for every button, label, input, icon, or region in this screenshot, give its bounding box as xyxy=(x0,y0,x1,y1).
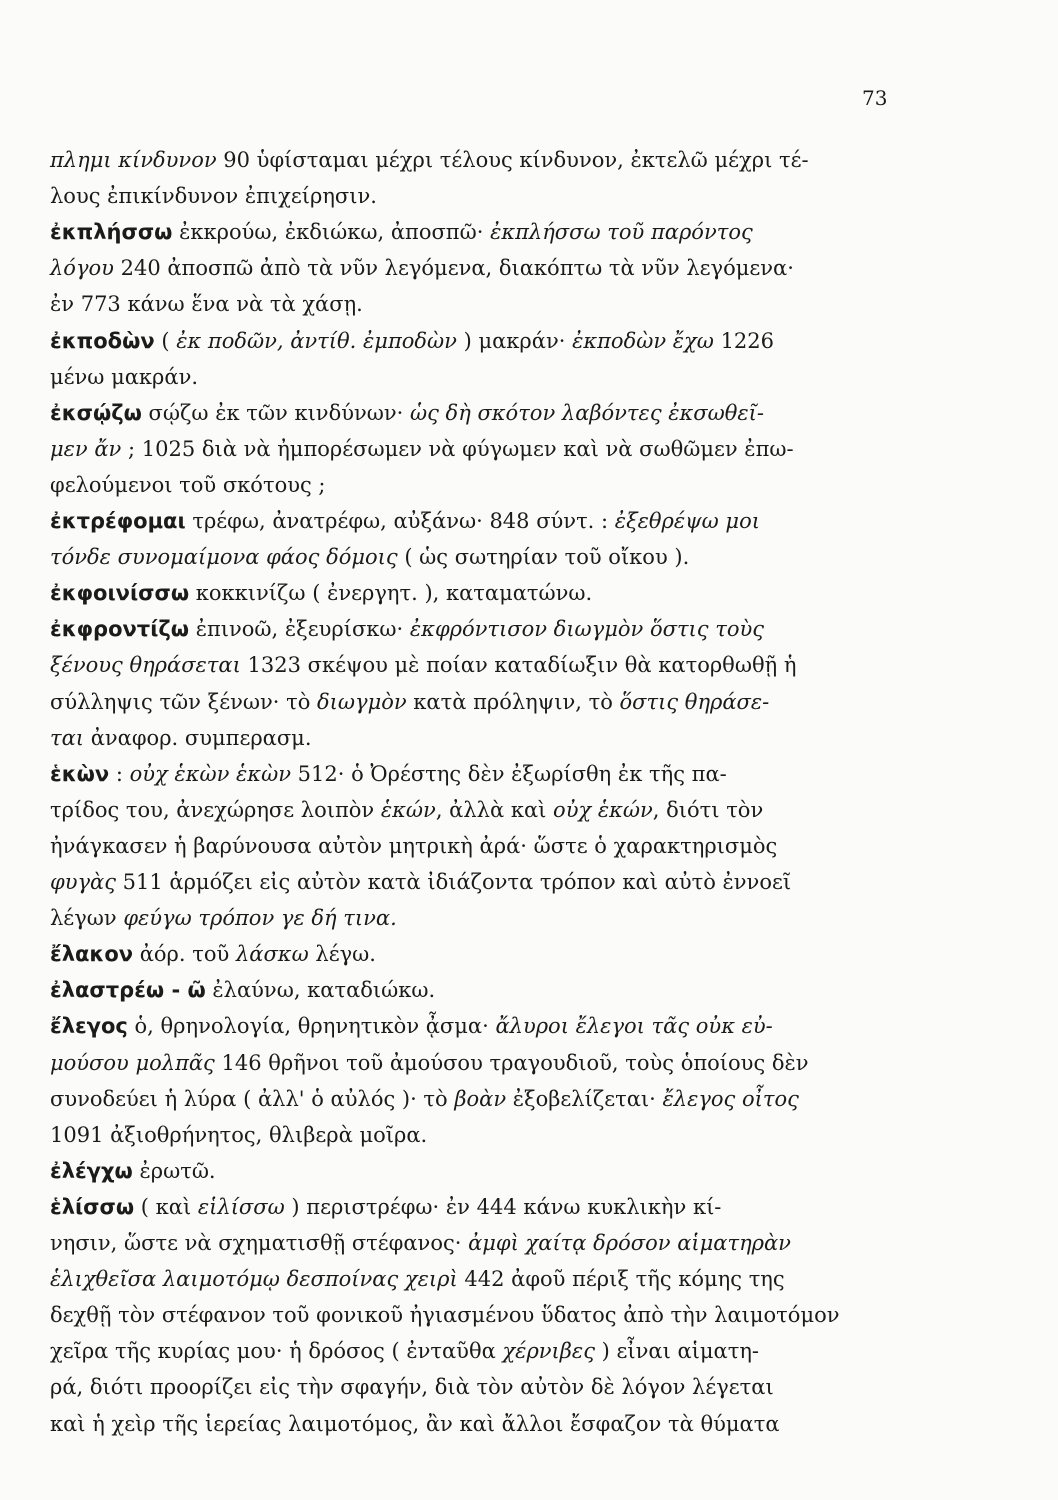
text-line xyxy=(50,327,774,355)
line-text: σῴζω ἐκ τῶν κινδύνων· xyxy=(141,400,410,425)
line-text: 240 ἀποσπῶ ἀπὸ τὰ νῦν λεγόμενα, διακόπτω τὰ νῦν λεγόμενα· xyxy=(113,256,794,281)
text-line xyxy=(50,507,760,535)
text-line xyxy=(50,724,312,752)
text-line xyxy=(50,1193,721,1221)
line-text: , διότι τὸν xyxy=(652,797,764,822)
quoted-text: οὐχ ἑκών xyxy=(553,797,653,822)
quoted-text: βοὰν xyxy=(454,1086,507,1111)
line-text: 1323 σκέψου μὲ ποίαν καταδίωξιν θὰ κατορθωθῇ ἡ xyxy=(240,653,797,678)
entry-headword: ἐλαστρέω - ῶ xyxy=(50,978,206,1003)
quoted-text: ξένους θηράσεται xyxy=(50,653,241,678)
entry-headword: ἐλέγχω xyxy=(50,1158,133,1183)
quoted-text: ται xyxy=(50,725,85,750)
text-line xyxy=(50,290,363,318)
entry-headword: ἐκφροντίζω xyxy=(50,617,190,642)
text-line xyxy=(50,688,769,716)
line-text: 146 θρῆνοι τοῦ ἀμούσου τραγουδιοῦ, τοὺς ὁποίους δὲν xyxy=(214,1050,809,1075)
line-text: 1226 xyxy=(713,328,775,353)
line-text: ; 1025 διὰ νὰ ἠμπορέσωμεν νὰ φύγωμεν καὶ νὰ σωθῶμεν ἐπω- xyxy=(121,436,794,461)
page-number: 73 xyxy=(862,86,888,110)
line-text: χεῖρα τῆς κυρίας μου· ἡ δρόσος ( ἐνταῦθα xyxy=(50,1339,503,1364)
quoted-text: ἀμφὶ χαίτᾳ δρόσον αἱματηρὰν xyxy=(468,1231,791,1255)
line-text: τρέφω, ἀνατρέφω, αὐξάνω· 848 σύντ. : xyxy=(185,509,615,533)
line-text: ὁ, θρηνολογία, θρηνητικὸν ᾆσμα· xyxy=(127,1014,496,1039)
line-text: κοκκινίζω ( ἐνεργητ. ), καταματώνω. xyxy=(189,581,593,606)
text-line xyxy=(50,1337,759,1365)
line-text: 1091 ἀξιοθρήνητος, θλιβερὰ μοῖρα. xyxy=(50,1122,428,1147)
entry-headword: ἑλίσσω xyxy=(50,1194,135,1219)
entry-headword: ἔλακον xyxy=(50,942,134,967)
text-line xyxy=(50,1265,785,1293)
line-text: ) μακράν· xyxy=(456,328,573,353)
text-line xyxy=(50,182,377,210)
line-text: , ἀλλὰ καὶ xyxy=(435,797,554,822)
text-line xyxy=(50,363,198,391)
entry-headword: ἑκὼν xyxy=(50,761,110,786)
line-text: ) εἶναι αἱματη- xyxy=(594,1339,760,1364)
text-line xyxy=(50,399,764,427)
quoted-text: ἑλιχθεῖσα λαιμοτόμῳ δεσποίνας χειρὶ xyxy=(50,1267,458,1292)
line-text: ἐρωτῶ. xyxy=(132,1158,216,1183)
quoted-text: οὐχ ἑκὼν ἑκὼν xyxy=(129,761,291,786)
text-line xyxy=(50,579,592,607)
entry-headword: ἔλεγος xyxy=(50,1014,128,1039)
text-line xyxy=(50,543,689,571)
text-line xyxy=(50,1085,799,1113)
line-text: ἠνάγκασεν ἡ βαρύνουσα αὐτὸν μητρικὴ ἀρά· ὥστε ὁ χαρακτηρισμὸς xyxy=(50,833,778,858)
text-line xyxy=(50,1049,809,1077)
quoted-text: τόνδε συνομαίμονα φάος δόμοις xyxy=(50,545,398,570)
quoted-text: μούσου μολπᾶς xyxy=(50,1050,215,1075)
quoted-text: ἐκφρόντισον διωγμὸν ὅστις τοὺς xyxy=(409,617,765,642)
text-line xyxy=(50,1157,216,1185)
line-text: ἐν 773 κάνω ἕνα νὰ τὰ χάσῃ. xyxy=(50,292,363,317)
text-line xyxy=(50,471,326,499)
quoted-text: ἐκπλήσσω τοῦ παρόντος xyxy=(490,220,753,245)
line-text: ἐπινοῶ, ἐξευρίσκω· xyxy=(189,617,410,642)
quoted-text: ἐκποδὼν ἔχω xyxy=(572,328,714,353)
text-line xyxy=(50,976,435,1004)
line-text: ἐκκρούω, ἐκδιώκω, ἀποσπῶ· xyxy=(172,220,491,245)
text-line xyxy=(50,218,753,246)
quoted-text: χέρνιβες xyxy=(502,1339,595,1364)
line-text: συνοδεύει ἡ λύρα ( ἀλλ' ὁ αὐλός )· τὸ xyxy=(50,1086,455,1111)
text-line xyxy=(50,1012,773,1040)
line-text: τρίδος του, ἀνεχώρησε λοιπὸν xyxy=(50,797,381,822)
text-line xyxy=(50,1121,427,1149)
quoted-text: ἔλεγος οἶτος xyxy=(662,1086,799,1111)
text-line xyxy=(50,651,796,679)
quoted-text: ἐξεθρέψω μοι xyxy=(614,509,760,533)
line-text: ἐλαύνω, καταδιώκω. xyxy=(205,978,436,1003)
line-text: 511 ἁρμόζει εἰς αὐτὸν κατὰ ἰδιάζοντα τρόπον καὶ αὐτὸ ἐννοεῖ xyxy=(115,870,792,894)
text-line xyxy=(50,1301,840,1329)
entry-headword: ἐκφοινίσσω xyxy=(50,581,190,606)
line-text: 512· ὁ Ὀρέστης δὲν ἐξωρίσθη ἐκ τῆς πα- xyxy=(290,761,727,786)
text-line xyxy=(50,760,727,788)
text-line xyxy=(50,435,794,463)
entry-headword: ἐκποδὼν xyxy=(50,328,155,353)
line-text: κατὰ πρόληψιν, τὸ xyxy=(406,689,620,714)
line-text: δεχθῇ τὸν στέφανον τοῦ φονικοῦ ἠγιασμένου ὕδατος ἀπὸ τὴν λαιμοτόμον xyxy=(50,1303,840,1328)
text-line xyxy=(50,146,809,174)
text-line xyxy=(50,1373,774,1401)
line-text: ἐξοβελίζεται· xyxy=(506,1086,663,1111)
entry-headword: ἐκτρέφομαι xyxy=(50,509,186,533)
text-line xyxy=(50,1410,780,1438)
line-text: ἀναφορ. συμπερασμ. xyxy=(84,725,312,750)
entry-headword: ἐκσῴζω xyxy=(50,400,142,425)
line-text: νησιν, ὥστε νὰ σχηματισθῇ στέφανος· xyxy=(50,1231,469,1255)
line-text: ( xyxy=(154,328,177,353)
line-text: ἀόρ. τοῦ xyxy=(133,942,236,967)
quoted-text: εἱλίσσω xyxy=(197,1194,285,1219)
line-text: ( ὡς σωτηρίαν τοῦ οἴκου ). xyxy=(397,545,690,570)
quoted-text: μεν ἄν xyxy=(50,436,122,461)
quoted-text: λάσκω xyxy=(235,942,309,967)
line-text: σύλληψις τῶν ξένων· τὸ xyxy=(50,689,318,714)
quoted-text: πλημι κίνδυνον xyxy=(50,148,217,172)
text-line xyxy=(50,904,397,932)
quoted-text: ὅστις θηράσε- xyxy=(619,689,770,714)
line-text: 442 ἀφοῦ πέριξ τῆς κόμης της xyxy=(457,1267,785,1292)
quoted-text: ὡς δὴ σκότον λαβόντες ἐκσωθεῖ- xyxy=(409,400,765,425)
text-line xyxy=(50,615,764,643)
quoted-text: φυγὰς xyxy=(50,870,116,894)
quoted-text: λόγου xyxy=(50,256,114,281)
line-text: : xyxy=(109,761,130,786)
text-line xyxy=(50,868,791,896)
line-text: λέγων xyxy=(50,906,124,931)
line-text: καὶ ἡ χεὶρ τῆς ἱερείας λαιμοτόμος, ἂν καὶ ἄλλοι ἔσφαζον τὰ θύματα xyxy=(50,1411,780,1436)
line-text: λους ἐπικίνδυνον ἐπιχείρησιν. xyxy=(50,184,377,209)
line-text: ( καὶ xyxy=(134,1194,198,1219)
quoted-text: ἑκών xyxy=(380,797,436,822)
line-text: φελούμενοι τοῦ σκότους ; xyxy=(50,472,326,497)
line-text: λέγω. xyxy=(308,942,376,967)
text-line xyxy=(50,796,763,824)
text-line xyxy=(50,254,794,282)
entry-headword: ἐκπλήσσω xyxy=(50,220,173,245)
line-text: ) περιστρέφω· ἐν 444 κάνω κυκλικὴν κί- xyxy=(284,1194,722,1219)
quoted-text: ἐκ ποδῶν, ἀντίθ. ἐμποδὼν xyxy=(176,328,457,353)
text-line xyxy=(50,940,376,968)
text-line xyxy=(50,1229,791,1257)
text-line xyxy=(50,832,777,860)
line-text: ρά, διότι προορίζει εἰς τὴν σφαγήν, διὰ τὸν αὐτὸν δὲ λόγον λέγεται xyxy=(50,1375,774,1400)
quoted-text: φεύγω τρόπον γε δή τινα. xyxy=(123,906,397,931)
quoted-text: ἄλυροι ἔλεγοι τᾶς οὐκ εὐ- xyxy=(495,1014,773,1039)
line-text: μένω μακράν. xyxy=(50,364,199,389)
quoted-text: διωγμὸν xyxy=(317,689,407,714)
line-text: 90 ὑφίσταμαι μέχρι τέλους κίνδυνον, ἐκτελῶ μέχρι τέ- xyxy=(216,148,809,172)
